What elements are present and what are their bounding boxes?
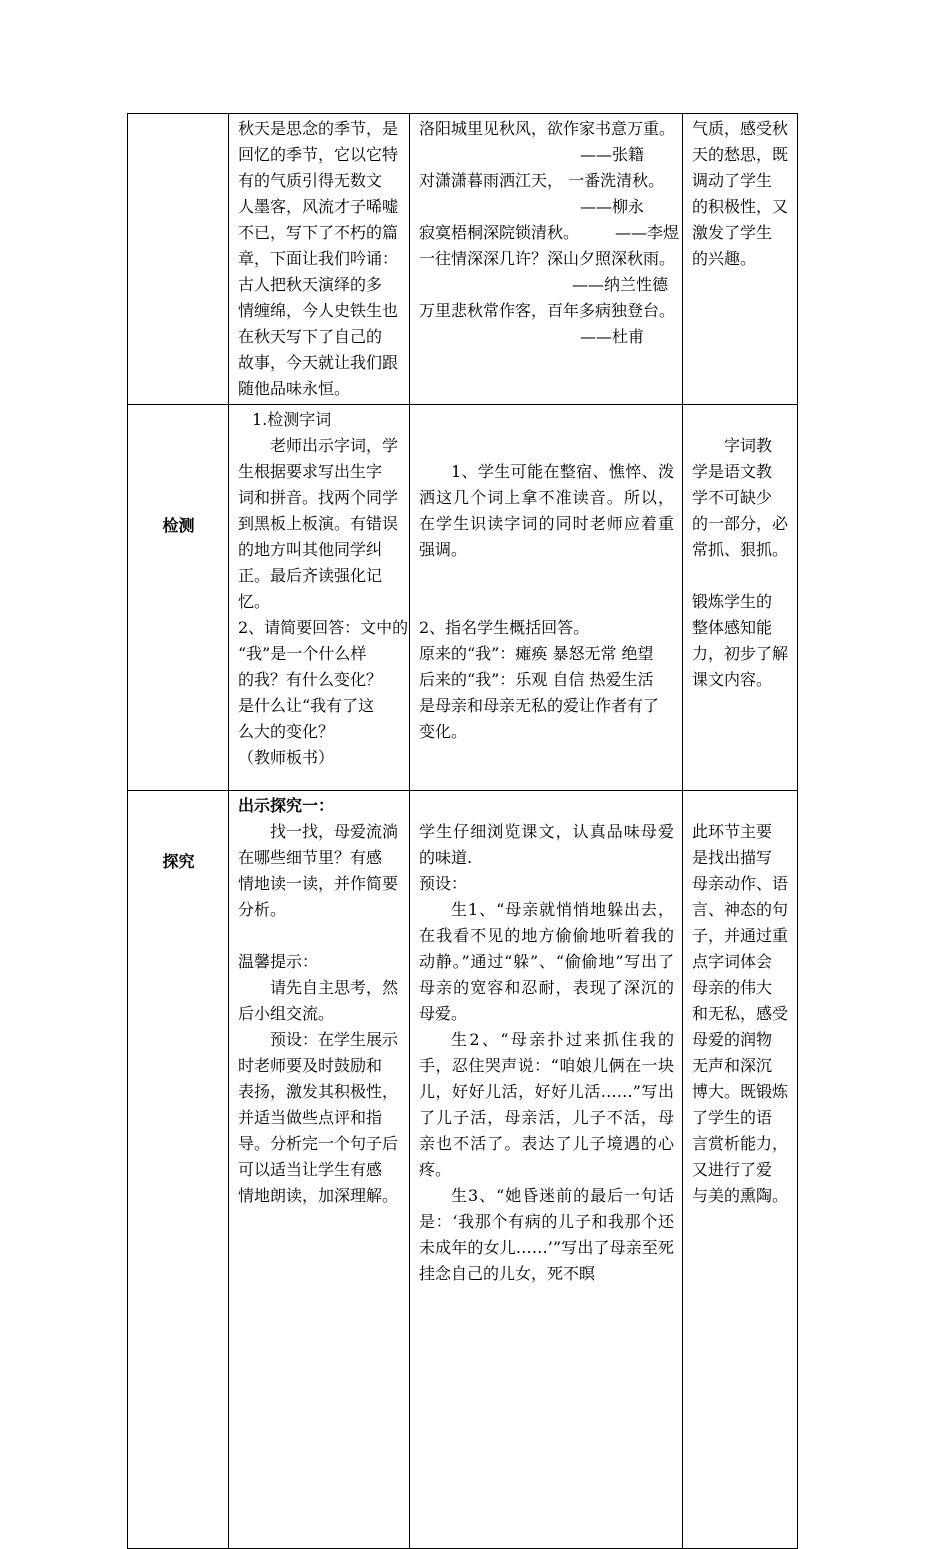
purpose-line: 力，初步了解: [692, 644, 789, 663]
purpose-line: 点字词体会: [692, 952, 773, 971]
preset-line: 导。分析完一个句子后: [238, 1134, 399, 1153]
purpose-line: 言、神态的句: [692, 900, 789, 919]
student-item: 生3、“她昏迷前的最后一句话是：‘我那个有病的儿子和我那个还未成年的女儿……’”写出了母亲至死挂念自己的儿女，死不瞑: [419, 1186, 674, 1283]
student-para: 2、指名学生概括回答。: [419, 618, 590, 637]
intro-text-line: 有的气质引得无数文: [238, 171, 383, 190]
purpose-line: 学不可缺少: [692, 488, 773, 507]
poem-author: ——杜甫: [579, 327, 644, 346]
poem-verse: 一往情深深几许？深山夕照深秋雨。: [419, 249, 676, 268]
purpose-line: 无声和深沉: [692, 1056, 773, 1075]
student-item: 生1、“母亲就悄悄地躲出去，在我看不见的地方偷偷地听着我的动静。”通过“躲”、“偷偷地”写出了母亲的宽容和忍耐，表现了深沉的母爱。: [419, 900, 674, 1023]
purpose-line: 课文内容。: [692, 670, 773, 689]
question-line: 么大的变化？: [238, 722, 335, 741]
preset-line: 预设：在学生展示: [270, 1030, 399, 1049]
intro-text-line: 秋天是思念的季节，是: [238, 119, 399, 138]
purpose-line: 母爱的润物: [692, 1030, 773, 1049]
task-line: 情地读一读，并作简要: [238, 874, 399, 893]
student-activity-cell: [410, 791, 683, 1549]
preset-line: 可以适当让学生有感: [238, 1160, 383, 1179]
purpose-line: 整体感知能: [692, 618, 773, 637]
row-label: [128, 114, 229, 405]
purpose-line: 与美的熏陶。: [692, 1186, 789, 1205]
question-line: “我”是一个什么样: [238, 644, 367, 663]
intro-text-cell: [229, 114, 410, 405]
purpose-line: 激发了学生: [692, 223, 773, 242]
purpose-line: 的积极性，又: [692, 197, 789, 216]
intro-text-line: 回忆的季节，它以它特: [238, 145, 399, 164]
purpose-line: 了学生的语: [692, 1108, 773, 1127]
purpose-line: 言赏析能力，: [692, 1134, 789, 1153]
intro-text-line: 人墨客，风流才子唏嘘: [238, 197, 399, 216]
poem-verse: 万里悲秋常作客，百年多病独登台。: [419, 301, 676, 320]
preset-line: 并适当做些点评和指: [238, 1108, 383, 1127]
activity-line: 老师出示字词，学: [270, 436, 399, 455]
tip-title: 温馨提示：: [238, 952, 319, 971]
poem-verse: 对潇潇暮雨洒江天， 一番洗清秋。: [419, 171, 665, 190]
intro-text-line: 故事，今天就让我们跟: [238, 353, 399, 372]
table-row: [128, 405, 798, 791]
purpose-cell: [683, 114, 798, 405]
question-line: （教师板书）: [238, 748, 335, 767]
question-line: 是什么让“我有了这: [238, 696, 375, 715]
lesson-plan-table: [127, 113, 798, 1549]
activity-line: 正。最后齐读强化记: [238, 566, 383, 585]
section-heading: 出示探究一：: [238, 796, 335, 815]
purpose-line: 和无私，感受: [692, 1004, 789, 1023]
task-line: 分析。: [238, 900, 287, 919]
purpose-line: 锻炼学生的: [692, 592, 773, 611]
activity-line: 忆。: [238, 592, 271, 611]
purpose-cell: [683, 405, 798, 791]
purpose-line: 母亲动作、语: [692, 874, 789, 893]
tip-line: 后小组交流。: [238, 1004, 335, 1023]
purpose-cell: [683, 791, 798, 1549]
table-row: [128, 791, 798, 1549]
intro-text-line: 章，下面让我们吟诵：: [238, 249, 399, 268]
purpose-line: 母亲的伟大: [692, 978, 773, 997]
purpose-line: 是找出描写: [692, 848, 773, 867]
table-row: [128, 114, 798, 405]
purpose-line: 气质，感受秋: [692, 119, 789, 138]
preset-line: 情地朗读，加深理解。: [238, 1186, 399, 1205]
poem-author: ——柳永: [579, 197, 644, 216]
poem-author: ——李煜: [615, 223, 680, 242]
purpose-line: 学是语文教: [692, 462, 773, 481]
purpose-line: 博大。既锻炼: [692, 1082, 789, 1101]
row-label-tanjiu: 探究: [128, 791, 229, 1549]
intro-text-line: 不已，写下了不朽的篇: [238, 223, 399, 242]
purpose-line: 调动了学生: [692, 171, 773, 190]
poem-verse: [419, 220, 680, 246]
student-item: 生2、“母亲扑过来抓住我的手，忍住哭声说：“咱娘儿俩在一块儿，好好儿活，好好儿活……”写出了儿子活，母亲活，儿子不活，母亲也不活了。表达了儿子境遇的心疼。: [419, 1030, 674, 1179]
activity-line: 到黑板上板演。有错误: [238, 514, 399, 533]
tip-line: 请先自主思考，然: [270, 978, 399, 997]
student-activity-cell: [410, 405, 683, 791]
preset-label: 预设：: [419, 874, 468, 893]
student-para: 1、学生可能在整宿、憔悴、泼洒这几个词上拿不准读音。所以，在学生识读字词的同时老师应着重强调。: [419, 462, 674, 559]
purpose-line: 的兴趣。: [692, 249, 757, 268]
purpose-line: 字词教: [724, 436, 773, 455]
student-line: 是母亲和母亲无私的爱让作者有了变化。: [419, 696, 660, 741]
purpose-line: 此环节主要: [692, 822, 773, 841]
student-intro: 学生仔细浏览课文，认真品味母爱的味道.: [419, 822, 674, 867]
question-line: 的我？有什么变化？: [238, 670, 383, 689]
activity-line: 生根据要求写出生字: [238, 462, 383, 481]
intro-text-line: 情缠绵，今人史铁生也: [238, 301, 399, 320]
preset-line: 时老师要及时鼓励和: [238, 1056, 383, 1075]
question-line: 2、请简要回答：文中的: [238, 618, 409, 637]
activity-line: 词和拼音。找两个同学: [238, 488, 399, 507]
student-line: 原来的“我”：瘫痪 暴怒无常 绝望: [419, 644, 654, 663]
poem-verse-text: 寂寞梧桐深院锁清秋。: [419, 223, 580, 242]
student-line: 后来的“我”：乐观 自信 热爱生活: [419, 670, 654, 689]
purpose-line: 又进行了爱: [692, 1160, 773, 1179]
row-label-jiance: 检测: [128, 405, 229, 791]
teacher-activity-cell: [229, 791, 410, 1549]
task-line: 找一找，母爱流淌: [270, 822, 399, 841]
purpose-line: 子，并通过重: [692, 926, 789, 945]
task-line: 在哪些细节里？有感: [238, 848, 383, 867]
intro-text-line: 在秋天写下了自己的: [238, 327, 383, 346]
purpose-line: 常抓、狠抓。: [692, 540, 789, 559]
poem-author: ——张籍: [579, 145, 644, 164]
intro-text-line: 随他品味永恒。: [238, 379, 351, 398]
activity-line: 的地方叫其他同学纠: [238, 540, 383, 559]
poem-verse: 洛阳城里见秋风，欲作家书意万重。: [419, 119, 676, 138]
poem-cell: [410, 114, 683, 405]
section-heading: 1.检测字词: [252, 410, 332, 429]
poem-author: ——纳兰性德: [571, 275, 668, 294]
purpose-line: 天的愁思，既: [692, 145, 789, 164]
preset-line: 表扬，激发其积极性，: [238, 1082, 399, 1101]
intro-text-line: 古人把秋天演绎的多: [238, 275, 383, 294]
teacher-activity-cell: [229, 405, 410, 791]
purpose-line: 的一部分，必: [692, 514, 789, 533]
